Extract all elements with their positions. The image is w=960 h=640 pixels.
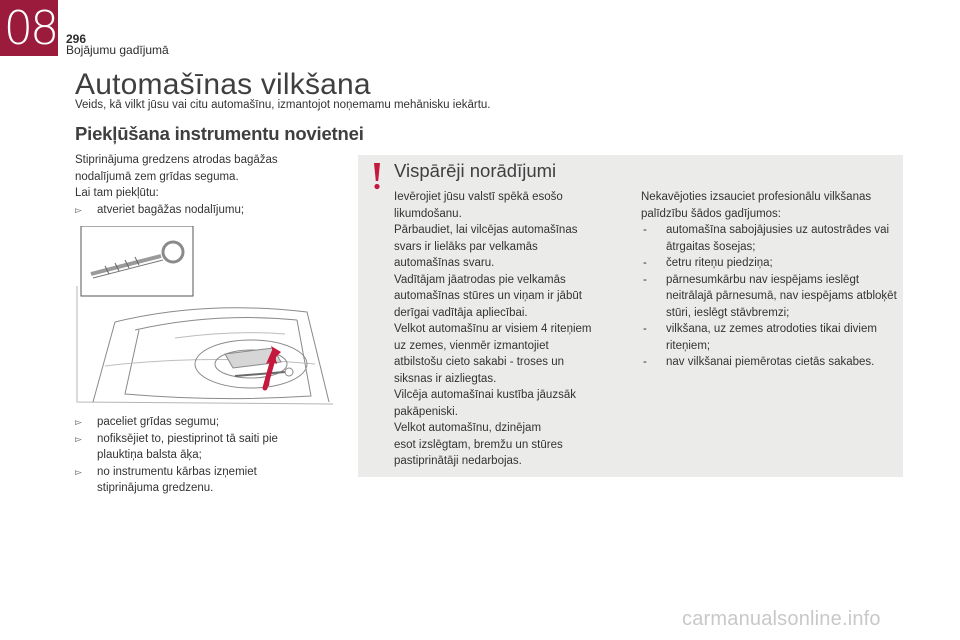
general-line: Vadītājam jāatrodas pie velkamās [394, 273, 566, 286]
general-line: Velkot automašīnu, dzinējam [394, 422, 542, 434]
section-name: Bojājumu gadījumā [66, 43, 169, 57]
general-line: esot izslēgtam, bremžu un stūres [394, 438, 563, 451]
general-line: atbilstošu cieto sakabi - troses un [394, 356, 565, 368]
general-right-intro: palīdzību šādos gadījumos: [641, 207, 782, 220]
watermark: carmanualsonline.info [682, 608, 881, 630]
general-line: Pārbaudiet, lai vilcējas automašīnas [394, 224, 578, 236]
case-item: - automašīna sabojājusies uz autostrādes vai ātrgaitas šosejas; [641, 222, 901, 255]
general-line: automašīnas svaru. [394, 257, 495, 269]
access-intro [75, 152, 315, 218]
general-line: pakāpeniski. [394, 405, 458, 418]
step-item: ▻ nofiksējiet to, piestiprinot tā saiti pie plauktiņa balsta āķa; [75, 431, 315, 464]
general-line: uz zemes, vienmēr izmantojiet [394, 339, 549, 352]
tow-service-cases-list [641, 222, 901, 371]
step-item: ▻ atveriet bagāžas nodalījumu; [75, 202, 315, 219]
trunk-towing-eye-illustration [75, 226, 337, 409]
general-line: siksnas ir aizliegtas. [394, 372, 497, 385]
steps-before-list [75, 202, 315, 219]
general-line: derīgai vadītāja apliecībai. [394, 306, 528, 319]
general-right-column [641, 189, 901, 371]
step-item: ▻ no instrumentu kārbas izņemiet stiprinājuma gredzenu. [75, 464, 315, 497]
exclamation-warning-icon [371, 162, 383, 190]
general-heading: Vispārēji norādījumi [394, 160, 557, 181]
page-number: 296 [66, 32, 87, 46]
chapter-number: 08 [3, 1, 57, 55]
general-line: Ievērojiet jūsu valstī spēkā esošo [394, 191, 563, 203]
general-line: svars ir lielāks par velkamās [394, 240, 538, 253]
case-item: - pārnesumkārbu nav iespējams ieslēgt neitrālajā pārnesumā, nav iespējams atbloķēt stūri, ieslēgt stāvbremzi; [641, 272, 901, 322]
case-item: - četru riteņu piedziņa; [641, 255, 901, 272]
general-line: Vilcēja automašīnai kustība jāuzsāk [394, 389, 576, 401]
case-item: - nav vilkšanai piemērotas cietās sakabes. [641, 354, 901, 371]
general-left-column [394, 189, 614, 470]
general-line: Velkot automašīnu ar visiem 4 riteņiem [394, 323, 592, 335]
intro-line: Stiprinājuma gredzens atrodas bagāžas [75, 154, 278, 166]
access-steps-after [75, 414, 315, 497]
steps-after-list [75, 414, 315, 497]
general-right-intro: Nekavējoties izsauciet profesionālu vilkšanas [641, 191, 872, 203]
access-heading: Piekļūšana instrumentu novietnei [75, 123, 364, 144]
case-item: - vilkšana, uz zemes atrodoties tikai diviem riteņiem; [641, 321, 901, 354]
page-subtitle: Veids, kā vilkt jūsu vai citu automašīnu, izmantojot noņemamu mehānisku iekārtu. [75, 99, 491, 111]
page-title: Automašīnas vilkšana [75, 68, 371, 101]
intro-line: Lai tam piekļūtu: [75, 187, 159, 199]
step-item: ▻ paceliet grīdas segumu; [75, 414, 315, 431]
intro-line: nodalījumā zem grīdas seguma. [75, 170, 239, 183]
general-line: likumdošanu. [394, 207, 462, 220]
general-line: automašīnas stūres un viņam ir jābūt [394, 290, 582, 302]
general-line: pastiprinātāji nedarbojas. [394, 455, 522, 467]
